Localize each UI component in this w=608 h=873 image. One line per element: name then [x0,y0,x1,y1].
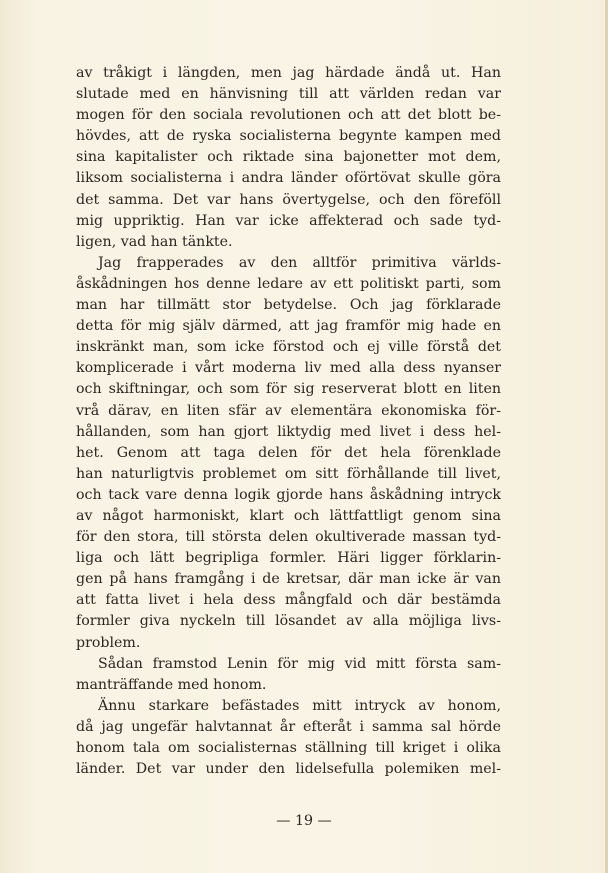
text-line: att fatta livet i hela dess mångfald och där bestämda [76,592,501,609]
page-number [0,813,608,829]
text-line: för den stora, till största delen okultiverade massan tyd- [76,529,501,546]
text-line: liksom socialisterna i andra länder oförtövat skulle göra [76,170,501,187]
text-line: mig uppriktig. Han var icke affekterad och sade tyd- [76,212,501,229]
text-line: gen på hans framgång i de kretsar, där man icke är van [76,571,501,588]
text-line: liga och lätt begripliga formler. Häri ligger förklarin- [76,550,501,567]
text-line: Sådan framstod Lenin för mig vid mitt första sam- [98,655,501,672]
text-line: han naturligtvis problemet om sitt förhållande till livet, [76,465,501,482]
text-line: länder. Det var under den lidelsefulla polemiken mel- [76,761,501,778]
text-line: slutade med en hänvisning till att världen redan var [76,86,501,103]
text-line: av tråkigt i längden, men jag härdade ändå ut. Han [76,65,501,81]
text-line: åskådningen hos denne ledare av ett politiskt parti, som [76,275,501,292]
text-line: vrå därav, en liten sfär av elementära ekonomiska för- [76,402,501,419]
text-line: manträffande med honom. [76,676,267,693]
text-line: av något harmoniskt, klart och lättfattligt genom sina [76,507,501,524]
text-line: det samma. Det var hans övertygelse, och den föreföll [76,191,501,208]
text-line: inskränkt man, som icke förstod och ej ville förstå det [76,339,501,356]
text-line: formler giva nyckeln till lösandet av alla möjliga livs- [76,613,501,630]
text-line: då jag ungefär halvtannat år efteråt i samma sal hörde [76,718,501,735]
text-line: och skiftningar, och som för sig reserverat blott en liten [76,381,501,398]
text-line: sina kapitalister och riktade sina bajonetter mot dem, [76,149,501,166]
text-line: het. Genom att taga delen för det hela förenklade [76,444,501,461]
text-line: honom tala om socialisternas ställning till kriget i olika [76,740,501,756]
text-line: man har tillmätt stor betydelse. Och jag förklarade [76,297,501,314]
text-line: ligen, vad han tänkte. [76,233,233,250]
page-number-label: — 19 — [276,813,332,829]
text-line: och tack vare denna logik gjorde hans åskådning intryck [76,486,501,503]
text-line: detta för mig själv därmed, att jag framför mig hade en [76,318,501,335]
text-line: problem. [76,634,141,651]
text-line: komplicerade i vårt moderna liv med alla dess nyanser [76,360,501,377]
text-line: Jag frapperades av den alltför primitiva världs- [98,254,501,271]
text-line: mogen för den sociala revolutionen och att det blott be- [76,107,501,124]
text-line: hövdes, att de ryska socialisterna begynte kampen med [76,128,501,145]
body-text [76,63,501,780]
text-line: Ännu starkare befästades mitt intryck av honom, [98,697,501,714]
text-line: hållanden, som han gjort liktydig med livet i dess hel- [76,423,501,440]
